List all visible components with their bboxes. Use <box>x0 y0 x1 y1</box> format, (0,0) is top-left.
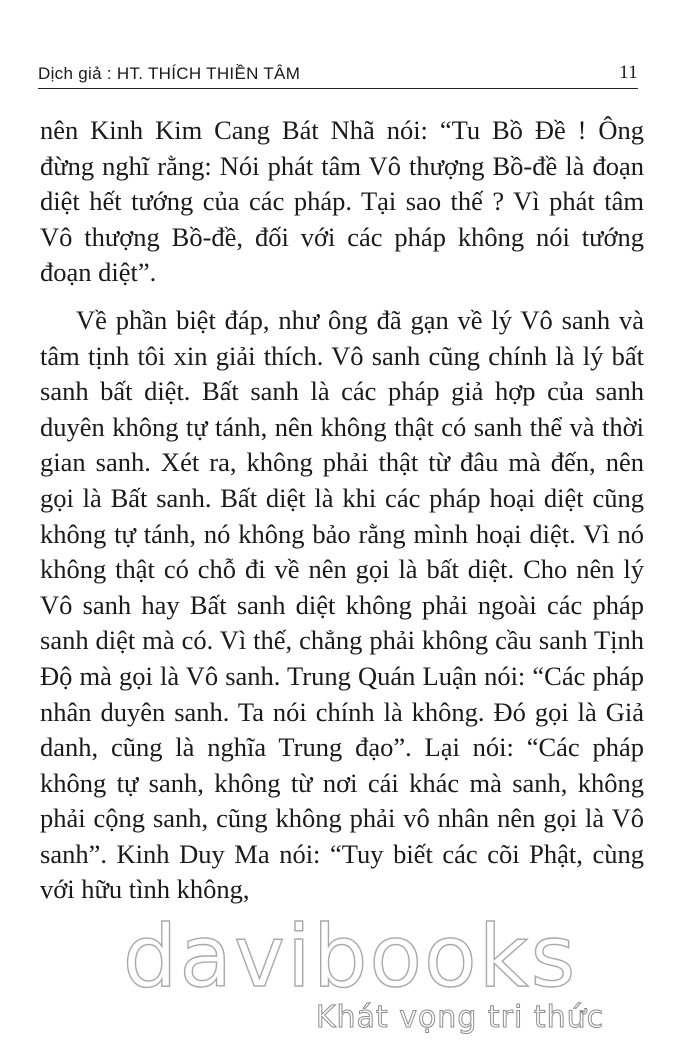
body-text <box>40 113 644 908</box>
header-author: Dịch giả : HT. THÍCH THIỀN TÂM <box>38 64 301 83</box>
paragraph-answer: Về phần biệt đáp, như ông đã gạn về lý Vô sanh và tâm tịnh tôi xin giải thích. Vô sanh cũng chính là lý bất sanh bất diệt. Bất sanh là các pháp giả hợp của sanh duyên không tự tánh, nên không thật có sanh thể và thời gian sanh. Xét ra, không phải thật từ đâu mà đến, nên gọi là Bất sanh. Bất diệt là khi các pháp hoại diệt cũng không tự tánh, nó không bảo rằng mình hoại diệt. Vì nó không thật có chỗ đi về nên gọi là bất diệt. Cho nên lý Vô sanh hay Bất sanh diệt không phải ngoài các pháp sanh diệt mà có. Vì thế, chẳng phải không cầu sanh Tịnh Độ mà gọi là Vô sanh. Trung Quán Luận nói: “Các pháp nhân duyên sanh. Ta nói chính là không. Đó gọi là Giả danh, cũng là nghĩa Trung đạo”. Lại nói: “Các pháp không tự sanh, không từ nơi cái khác mà sanh, không phải cộng sanh, cũng không phải vô nhân nên gọi là Vô sanh”. Kinh Duy Ma nói: “Tuy biết các cõi Phật, cùng với hữu tình không, <box>40 304 644 905</box>
watermark-slogan: Khát vọng tri thức <box>315 1000 605 1035</box>
paragraph-continuation: nên Kinh Kim Cang Bát Nhã nói: “Tu Bồ Đề ! Ông đừng nghĩ rằng: Nói phát tâm Vô thượng Bồ-đề là đoạn diệt hết tướng của các pháp. Tại sao thế ? Vì phát tâm Vô thượng Bồ-đề, đối với các pháp không nói tướng đoạn diệt”. <box>40 115 644 288</box>
page-number: 11 <box>619 62 638 83</box>
running-header <box>38 62 638 89</box>
watermark-logo: davibooks <box>122 907 578 1007</box>
